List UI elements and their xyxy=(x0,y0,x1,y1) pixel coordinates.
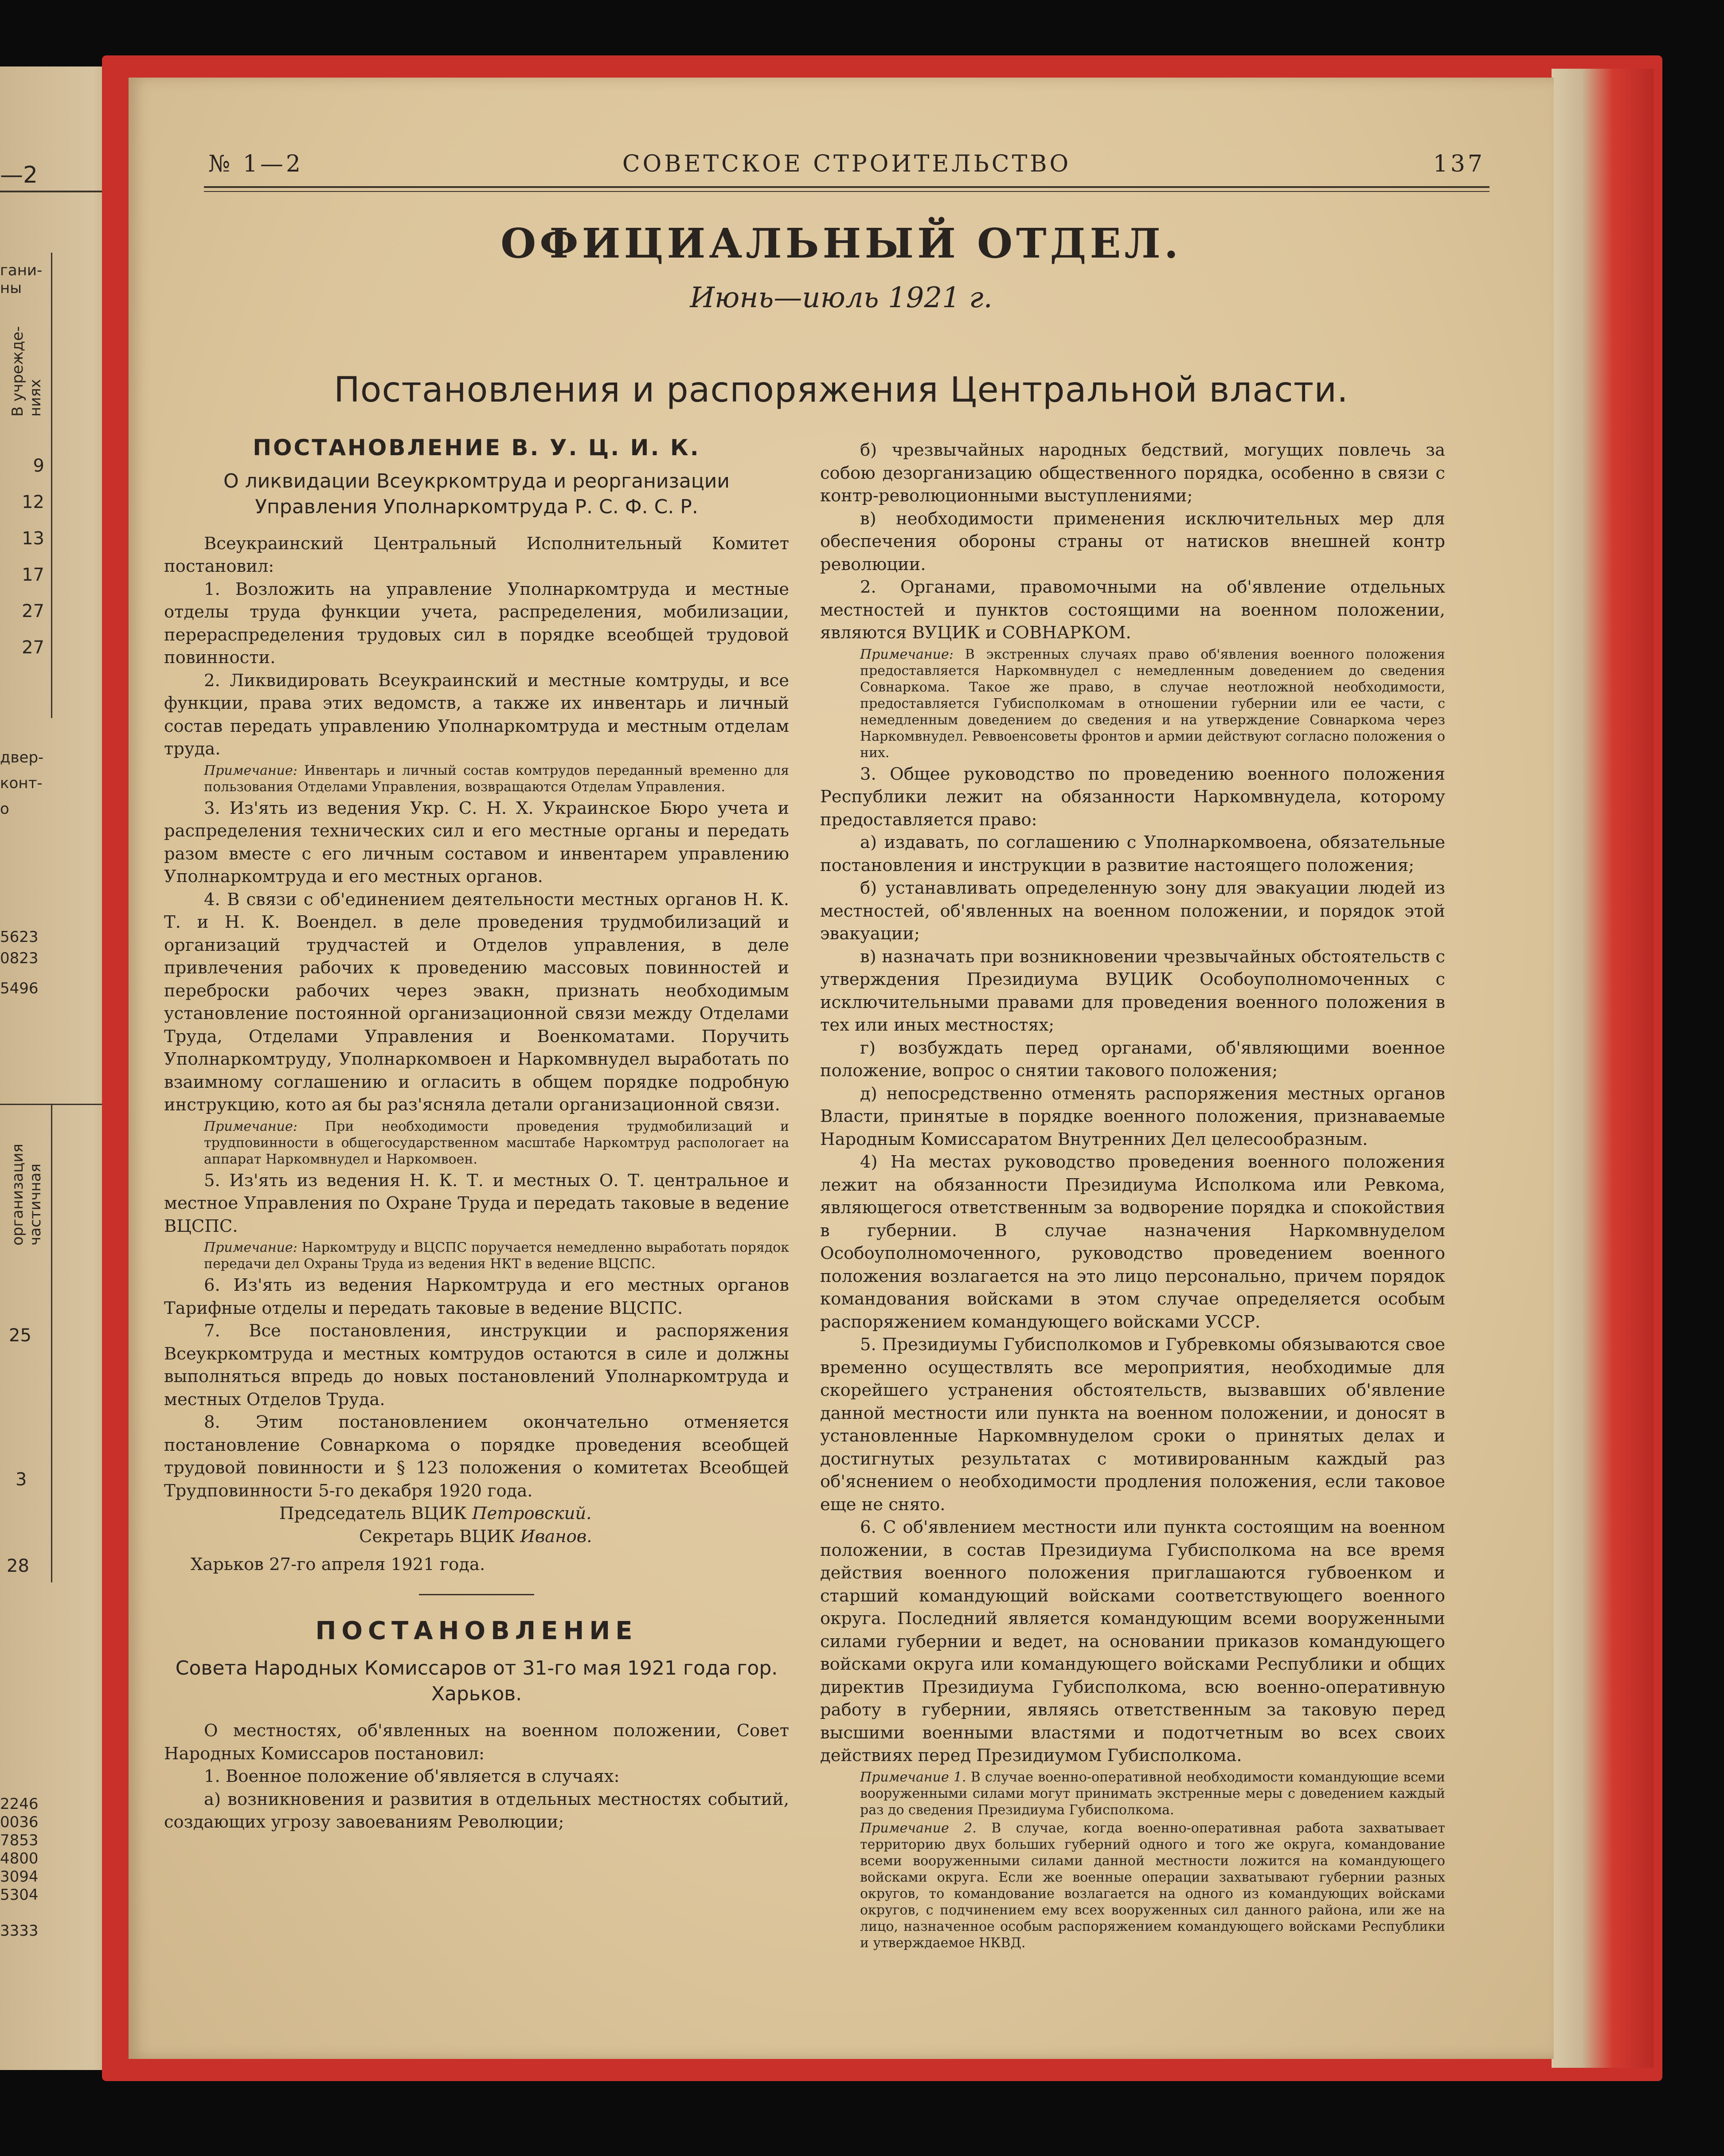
left-table-rule xyxy=(51,253,52,718)
paragraph: 6. С об'явлением местности или пункта состоящим на военном положении, в состав Президиума Губисполкома на все время действия военного положения приглашаются губвоенком и старший командующий войсками соответствующего военного округа. Последний является командующим всеми вооруженными силами губернии и ведет, на основании приказов командующего войсками округа или командующего войсками Республики и общих директив Президиума Губисполкома, всю военно-оперативную работу в губернии, являясь ответственным за таковую перед высшими военными властями и подотчетным во всех своих действиях перед Президиумом Губисполкома. xyxy=(820,1517,1445,1765)
section-date: Июнь—июль 1921 г. xyxy=(690,281,993,314)
paragraph: 3. Общее руководство по проведению военного положения Республики лежит на обязанности Наркомвнудела, которому предоставляется право: xyxy=(820,764,1445,830)
section-title: ОФИЦИАЛЬНЫЙ ОТДЕЛ. xyxy=(500,219,1182,267)
note-label: Примечание 2. xyxy=(860,1820,977,1836)
section-subheading: Постановления и распоряжения Центральной власти. xyxy=(334,370,1349,410)
note-text: В экстренных случаях право об'явления военного положения предоставляется Наркомвнудел с немедленным доведением до сведения Совнаркома. Такое же право, в случае неотложной необходимости, предоставляется Губисполкомам в отношении губернии или ее части, с немедленным доведением до сведения и на утверждение Совнаркома через Наркомвнудел. Реввоенсоветы фронтов и армии действуют согласно положения о них. xyxy=(860,646,1445,761)
note xyxy=(820,1769,1445,1818)
paragraph: 3. Из'ять из ведения Укр. С. Н. Х. Украинское Бюро учета и распределения технических сил и его местные органы и передать разом вместе с его личным составом и инвентарем управлению Уполнаркомтруда и его местных органов. xyxy=(164,798,789,887)
journal-page xyxy=(129,78,1554,2059)
paragraph: О местностях, об'явленных на военном положении, Совет Народных Комиссаров постановил: xyxy=(164,1721,789,1764)
note xyxy=(820,1820,1445,1951)
note-label: Примечание 1. xyxy=(860,1769,966,1785)
decree-heading: ПОСТАНОВЛЕНИЕ В. У. Ц. И. К. xyxy=(253,435,700,461)
note-label: Примечание: xyxy=(860,646,954,662)
note-text: При необходимости проведения трудмобилизаций и трудповинности в общегосударственном масштабе Наркомтруд распологает на аппарат Наркомвнудел и Наркомвоен. xyxy=(204,1118,789,1167)
left-snippet-line: конт- xyxy=(0,774,43,792)
left-number: 3333 xyxy=(0,1922,39,1940)
left-number: 13 xyxy=(22,528,44,549)
left-number: 17 xyxy=(22,565,44,585)
left-vertical-heading: В учрежде- ниях xyxy=(9,326,44,417)
decree-heading: ПОСТАНОВЛЕНИЕ xyxy=(315,1616,638,1645)
paragraph: 4. В связи с об'единением деятельности местных органов Н. К. Т. и Н. К. Воендел. в деле проведения трудмобилизаций и организаций трудчастей и Отделов управления, в деле привлечения рабочих к проведению массовых повинностей и переброски рабочих через эвакн, признать необходимым установление постоянной организационной связи между Отделами Труда, Отделами Управления и Военкоматами. Поручить Уполнаркомтруду, Уполнаркомвоен и Наркомвнудел выработать по взаимному соглашению и огласить в общем порядке подробную инструкцию, кото ая бы раз'ясняла детали организационной связи. xyxy=(164,889,789,1115)
left-number: 2246 xyxy=(0,1795,39,1813)
issue-number: № 1—2 xyxy=(208,151,303,177)
signature-name: Иванов. xyxy=(520,1526,592,1547)
paragraph: б) устанавливать определенную зону для эвакуации людей из местностей, об'явленных на военном положении, и порядок этой эвакуации; xyxy=(820,878,1445,944)
paragraph: а) возникновения и развития в отдельных местностях событий, создающих угрозу завоеваниям Революции; xyxy=(164,1789,789,1832)
paragraph: 2. Органами, правомочными на об'явление отдельных местностей и пунктов состоящими на военном положении, являются ВУЦИК и СОВНАРКОМ. xyxy=(820,577,1445,643)
running-head xyxy=(208,151,1485,186)
separator-rule xyxy=(419,1594,534,1595)
note-text: Инвентарь и личный состав комтрудов переданный временно для пользования Отделами Управления, возвращаются Отделам Управления. xyxy=(204,762,789,795)
paragraph: в) необходимости применения исключительных мер для обеспечения обороны страны от натисков внешней контр революции. xyxy=(820,508,1445,574)
left-snippet xyxy=(0,745,43,822)
left-snippet-line: о xyxy=(0,800,9,818)
paragraph: 1. Военное положение об'является в случаях: xyxy=(204,1766,620,1786)
left-page-number: —2 xyxy=(0,162,38,188)
left-number: 3094 xyxy=(0,1868,39,1886)
header-rule xyxy=(204,186,1489,188)
header-rule-thin xyxy=(204,191,1489,192)
note-text: В случае, когда военно-оперативная работа захватывает территорию двух больших губерний одного и того же округа, командование всеми вооруженными силами данной местности ложится на командующего войсками округа. Если же военные операции захватывают губернии разных округов, то командование возлагается на одного из командующих войсками округов, с подчинением ему всех вооруженных сил данного района, или же на лицо, назначенное особым распоряжением командующего войсками Республики и утверждаемое НКВД. xyxy=(860,1820,1446,1951)
left-number: 27 xyxy=(22,601,44,621)
paragraph: 5. Из'ять из ведения Н. К. Т. и местных О. Т. центральное и местное Управления по Охране Труда и передать таковые в ведение ВЦСПС. xyxy=(164,1170,789,1236)
left-table-rule xyxy=(51,1104,52,1582)
left-numbers-b xyxy=(0,926,39,999)
note xyxy=(164,762,789,795)
signature-name: Петровский. xyxy=(472,1504,592,1523)
left-number: 5496 xyxy=(0,980,39,997)
note xyxy=(164,1239,789,1272)
left-numbers-a xyxy=(13,448,44,666)
paragraph: 2. Ликвидировать Всеукраинский и местные комтруды, и все функции, права этих ведомств, а также их инвентарь и личный состав передать управлению Уполнаркомтруда и местным отделам труда. xyxy=(164,670,789,759)
note-label: Примечание: xyxy=(204,1240,297,1255)
paragraph: 1. Возложить на управление Уполнаркомтруда и местные отделы труда функции учета, распределения, мобилизации, перераспределения трудовых сил в порядке всеобщей трудовой повинности. xyxy=(164,579,789,668)
left-number: 7853 xyxy=(0,1832,39,1849)
decree-subheading: Совета Народных Комиссаров от 31-го мая 1921 года гор. Харьков. xyxy=(175,1657,778,1705)
left-vertical-heading: организация частичная xyxy=(9,1143,44,1246)
left-number: 3 xyxy=(16,1469,27,1490)
decree-subheading: О ликвидации Всеукркомтруда и реорганизации Управления Уполнаркомтруда Р. С. Ф. С. Р. xyxy=(223,469,730,518)
paragraph: в) назначать при возникновении чрезвычайных обстоятельств с утверждения Президиума ВУЦИК Особоуполномоченных с исключительными правами для проведения военного положения в тех или иных местностях; xyxy=(820,946,1445,1035)
left-table-header: гани- ны xyxy=(0,262,43,297)
paragraph: 4) На местах руководство проведения военного положения лежит на обязанности Президиума Исполкома или Ревкома, являющегося ответственным за водворение порядка и спокойствия в губернии. В случае назначения Наркомвнуделом Особоуполномоченного, руководство проведением военного положения возлагается на это лицо персонально, причем порядок командования войсками в этом случае определяется особым распоряжением командующего войсками УССР. xyxy=(820,1152,1445,1332)
left-numbers-d xyxy=(0,1795,39,1940)
paragraph: 7. Все постановления, инструкции и распоряжения Всеукркомтруда и местных комтрудов остаются в силе и должны выполняться впредь до новых постановлений Уполнаркомтруда и местных Отделов Труда. xyxy=(164,1321,789,1410)
left-number: 0036 xyxy=(0,1813,39,1831)
left-number: 5304 xyxy=(0,1886,39,1904)
journal-title: СОВЕТСКОЕ СТРОИТЕЛЬСТВО xyxy=(622,151,1071,177)
place-date: Харьков 27-го апреля 1921 года. xyxy=(191,1555,485,1574)
paragraph: 5. Президиумы Губисполкомов и Губревкомы обязываются свое временно осуществлять все мероприятия, необходимые для скорейшего устранения обстоятельств, вызвавших об'явление данной местности или пункта на военном положении, и доносят в установленные Наркомвнуделом сроки о принятых делах и достигнутых результатах с мотивированным каждый раз об'яснением о необходимости продления положения, если таковое еще не снято. xyxy=(820,1335,1445,1515)
paragraph: 8. Этим постановлением окончательно отменяется постановление Совнаркома о порядке проведения всеобщей трудовой повинности и § 123 положения о комитетах Всеобщей Трудповинности 5-го декабря 1920 года. xyxy=(164,1412,789,1501)
left-number: 25 xyxy=(9,1325,31,1346)
paragraph: Всеукраинский Центральный Исполнительный Комитет постановил: xyxy=(164,533,789,576)
paragraph: д) непосредственно отменять распоряжения местных органов Власти, принятые в порядке военного положения, признаваемые Народным Комиссаратом Внутренних Дел целесообразным. xyxy=(820,1083,1445,1149)
left-number: 9 xyxy=(33,456,44,476)
paragraph: 6. Из'ять из ведения Наркомтруда и его местных органов Тарифные отделы и передать таковые в ведение ВЦСПС. xyxy=(164,1275,789,1318)
note-label: Примечание: xyxy=(204,1118,297,1134)
left-number: 12 xyxy=(22,492,44,512)
page-edges xyxy=(1552,69,1654,2068)
note-text: В случае военно-оперативной необходимости командующие всеми вооруженными силами могут принимать экстренные меры с доведением каждый раз до сведения Президиума Губисполкома. xyxy=(860,1769,1445,1818)
left-number: 4800 xyxy=(0,1850,39,1867)
note xyxy=(820,646,1445,761)
left-number: 27 xyxy=(22,637,44,658)
left-number: 5623 xyxy=(0,928,39,946)
note xyxy=(164,1118,789,1168)
left-number: 28 xyxy=(7,1556,29,1576)
signature-role: Председатель ВЦИК xyxy=(279,1504,467,1523)
right-column xyxy=(820,439,1445,1953)
left-number: 0823 xyxy=(0,949,39,967)
note-label: Примечание: xyxy=(204,762,297,778)
signature-role: Секретарь ВЦИК xyxy=(359,1526,515,1547)
note-text: Наркомтруду и ВЦСПС поручается немедленно выработать порядок передачи дел Охраны Труда из ведения НКТ в ведение ВЦСПС. xyxy=(204,1240,789,1272)
left-rule xyxy=(0,191,102,192)
page-number: 137 xyxy=(1433,151,1485,177)
signature-line xyxy=(164,1525,789,1548)
paragraph: а) издавать, по соглашению с Уполнаркомвоена, обязательные постановления и инструкции в развитие настоящего положения; xyxy=(820,832,1445,875)
paragraph: г) возбуждать перед органами, об'являющими военное положение, вопрос о снятии такового положения; xyxy=(820,1038,1445,1081)
left-snippet-line: двер- xyxy=(0,749,44,766)
signature-line xyxy=(164,1502,789,1525)
left-column xyxy=(164,437,789,1834)
paragraph: б) чрезвычайных народных бедствий, могущих повлечь за собою дезорганизацию общественного порядка, особенно в связи с контр-революционными выступлениями; xyxy=(820,440,1445,506)
